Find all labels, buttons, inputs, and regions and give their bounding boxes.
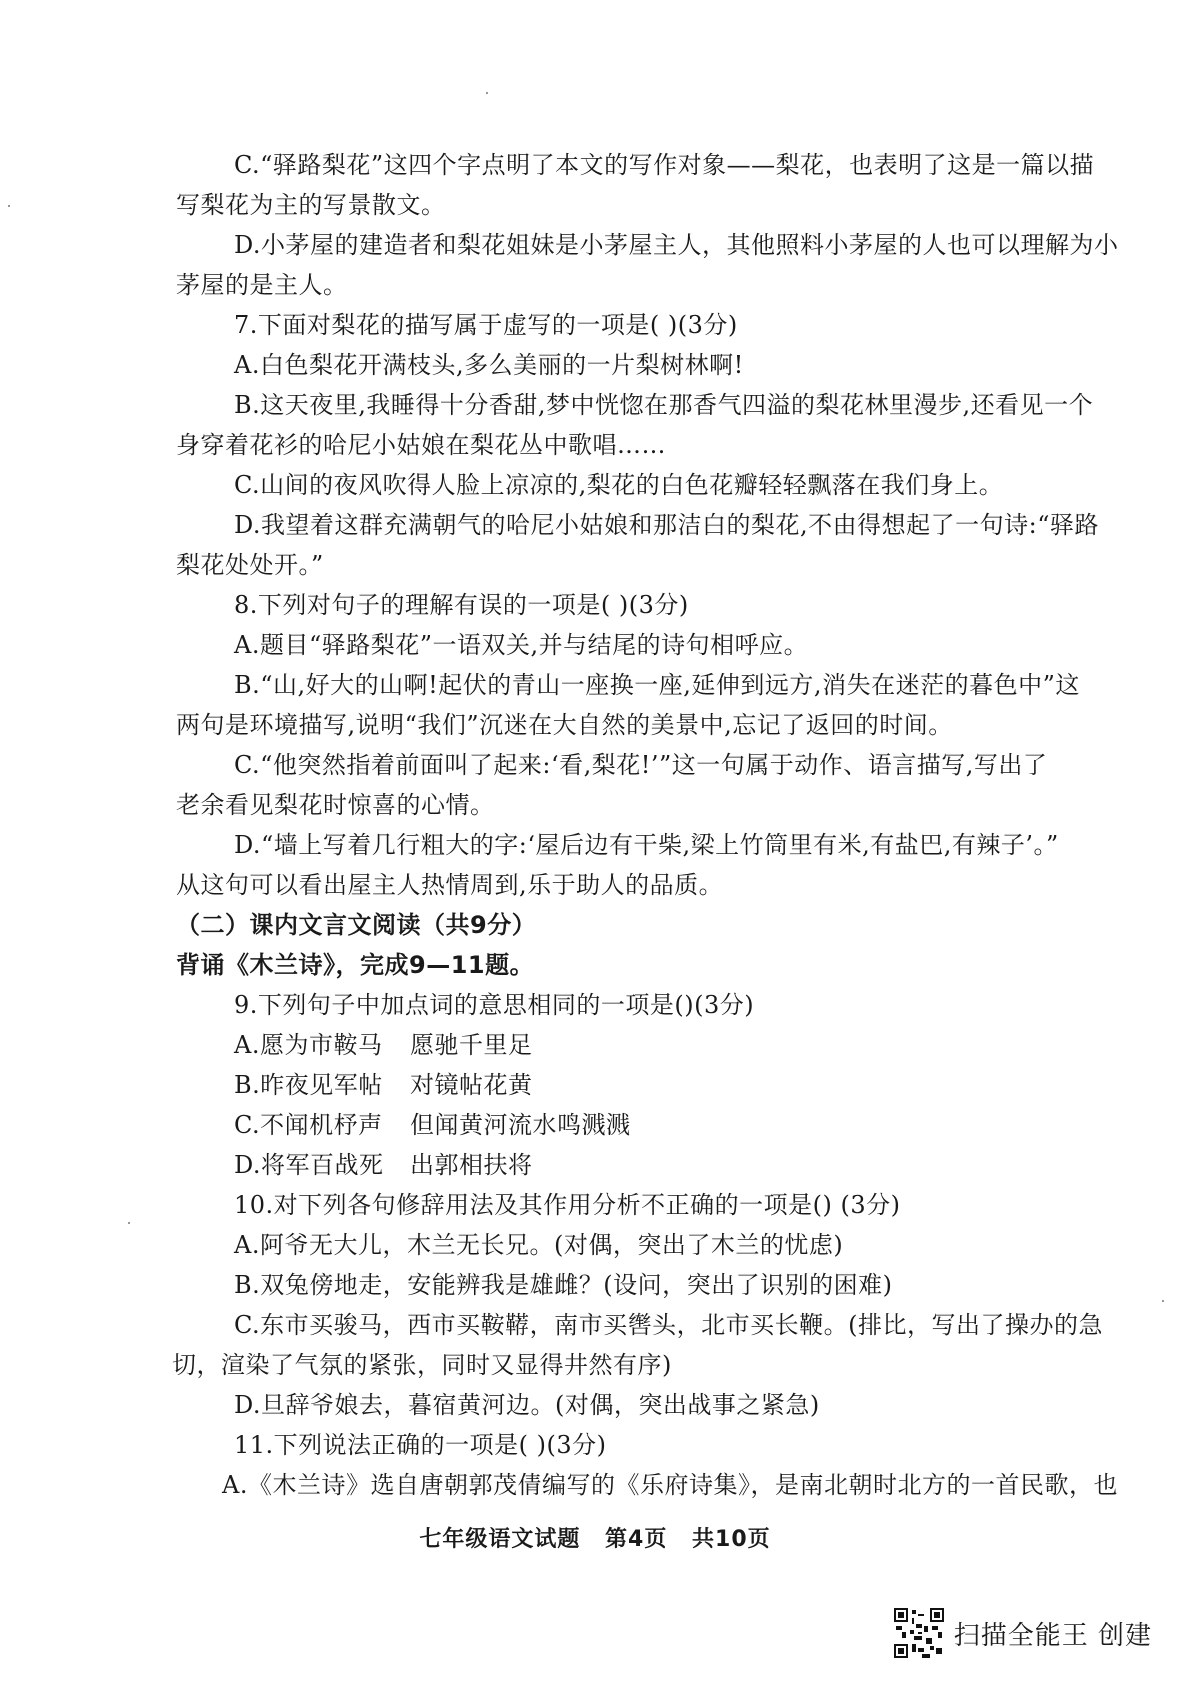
text-line: 老余看见梨花时惊喜的心情。 [176, 791, 495, 819]
option-first-phrase: B.昨夜见军帖 [234, 1071, 383, 1099]
option-b: B.双兔傍地走，安能辨我是雄雌？(设问，突出了识别的困难) [234, 1271, 893, 1299]
text-line: 写梨花为主的写景散文。 [176, 191, 446, 219]
question-10-stem: 10.对下列各句修辞用法及其作用分析不正确的一项是() (3分) [234, 1191, 901, 1219]
question-9-stem: 9.下列句子中加点词的意思相同的一项是()(3分) [234, 991, 755, 1019]
option-d: D.旦辞爷娘去，暮宿黄河边。(对偶，突出战事之紧急) [234, 1391, 820, 1419]
option-a: A.阿爷无大儿，木兰无长兄。(对偶，突出了木兰的忧虑) [234, 1231, 844, 1259]
option-b: B.“山,好大的山啊!起伏的青山一座换一座,延伸到远方,消失在迷茫的暮色中”这 [234, 671, 1080, 699]
option-a: A.白色梨花开满枝头,多么美丽的一片梨树林啊! [234, 351, 744, 379]
option-c: C.山间的夜风吹得人脸上凉凉的,梨花的白色花瓣轻轻飘落在我们身上。 [234, 471, 1004, 499]
question-11-stem: 11.下列说法正确的一项是( )(3分) [234, 1431, 607, 1459]
option-c [186, 1105, 1106, 1145]
page-footer [0, 1522, 1190, 1553]
text-line: 两句是环境描写,说明“我们”沉迷在大自然的美景中,忘记了返回的时间。 [176, 711, 953, 739]
footer-title: 七年级语文试题 [419, 1527, 581, 1552]
text-line: 切，渲染了气氛的紧张，同时又显得井然有序) [172, 1351, 672, 1379]
option-second-phrase: 出郭相扶将 [410, 1151, 533, 1179]
option-a [186, 1025, 1106, 1065]
option-d: D.我望着这群充满朝气的哈尼小姑娘和那洁白的梨花,不由得想起了一句诗:“驿路 [234, 511, 1099, 539]
watermark-label: 扫描全能王 创建 [953, 1620, 1152, 1651]
scan-speck [486, 92, 488, 94]
option-second-phrase: 愿驰千里足 [410, 1031, 533, 1059]
scan-speck [1162, 1300, 1164, 1302]
footer-total-pages: 共10页 [692, 1527, 771, 1552]
option-c: C.“他突然指着前面叫了起来:‘看,梨花!’”这一句属于动作、语言描写,写出了 [234, 751, 1048, 779]
question-8-stem: 8.下列对句子的理解有误的一项是( )(3分) [234, 591, 689, 619]
option-first-phrase: D.将军百战死 [234, 1151, 384, 1179]
text-line: C.“驿路梨花”这四个字点明了本文的写作对象——梨花，也表明了这是一篇以描 [234, 151, 1095, 179]
option-b: B.这天夜里,我睡得十分香甜,梦中恍惚在那香气四溢的梨花林里漫步,还看见一个 [234, 391, 1094, 419]
option-a: A.《木兰诗》选自唐朝郭茂倩编写的《乐府诗集》，是南北朝时北方的一首民歌，也 [222, 1471, 1118, 1499]
option-first-phrase: C.不闻机杼声 [234, 1111, 383, 1139]
option-d [186, 1145, 1106, 1185]
section-heading: （二）课内文言文阅读（共9分） [176, 911, 537, 939]
scan-speck [128, 1222, 130, 1224]
scanner-watermark [894, 1608, 1152, 1658]
text-line: 身穿着花衫的哈尼小姑娘在梨花丛中歌唱…… [176, 431, 666, 459]
text-line: 梨花处处开。” [176, 551, 324, 579]
option-d: D.“墙上写着几行粗大的字:‘屋后边有干柴,梁上竹筒里有米,有盐巴,有辣子’。” [234, 831, 1059, 859]
question-7-stem: 7.下面对梨花的描写属于虚写的一项是( )(3分) [234, 311, 738, 339]
option-first-phrase: A.愿为市鞍马 [234, 1031, 383, 1059]
option-second-phrase: 但闻黄河流水鸣溅溅 [410, 1111, 631, 1139]
option-c: C.东市买骏马，西市买鞍鞯，南市买辔头，北市买长鞭。(排比，写出了操办的急 [234, 1311, 1103, 1339]
text-line: D.小茅屋的建造者和梨花姐妹是小茅屋主人，其他照料小茅屋的人也可以理解为小 [234, 231, 1119, 259]
text-line: 茅屋的是主人。 [176, 271, 348, 299]
option-second-phrase: 对镜帖花黄 [410, 1071, 533, 1099]
scan-speck [8, 205, 10, 207]
option-b [186, 1065, 1106, 1105]
option-a: A.题目“驿路梨花”一语双关,并与结尾的诗句相呼应。 [234, 631, 809, 659]
section-instruction: 背诵《木兰诗》，完成9—11题。 [176, 951, 535, 979]
qr-code-icon [894, 1608, 944, 1658]
question-text-block [172, 145, 1119, 1505]
footer-page-number: 第4页 [605, 1527, 668, 1552]
text-line: 从这句可以看出屋主人热情周到,乐于助人的品质。 [176, 871, 724, 899]
